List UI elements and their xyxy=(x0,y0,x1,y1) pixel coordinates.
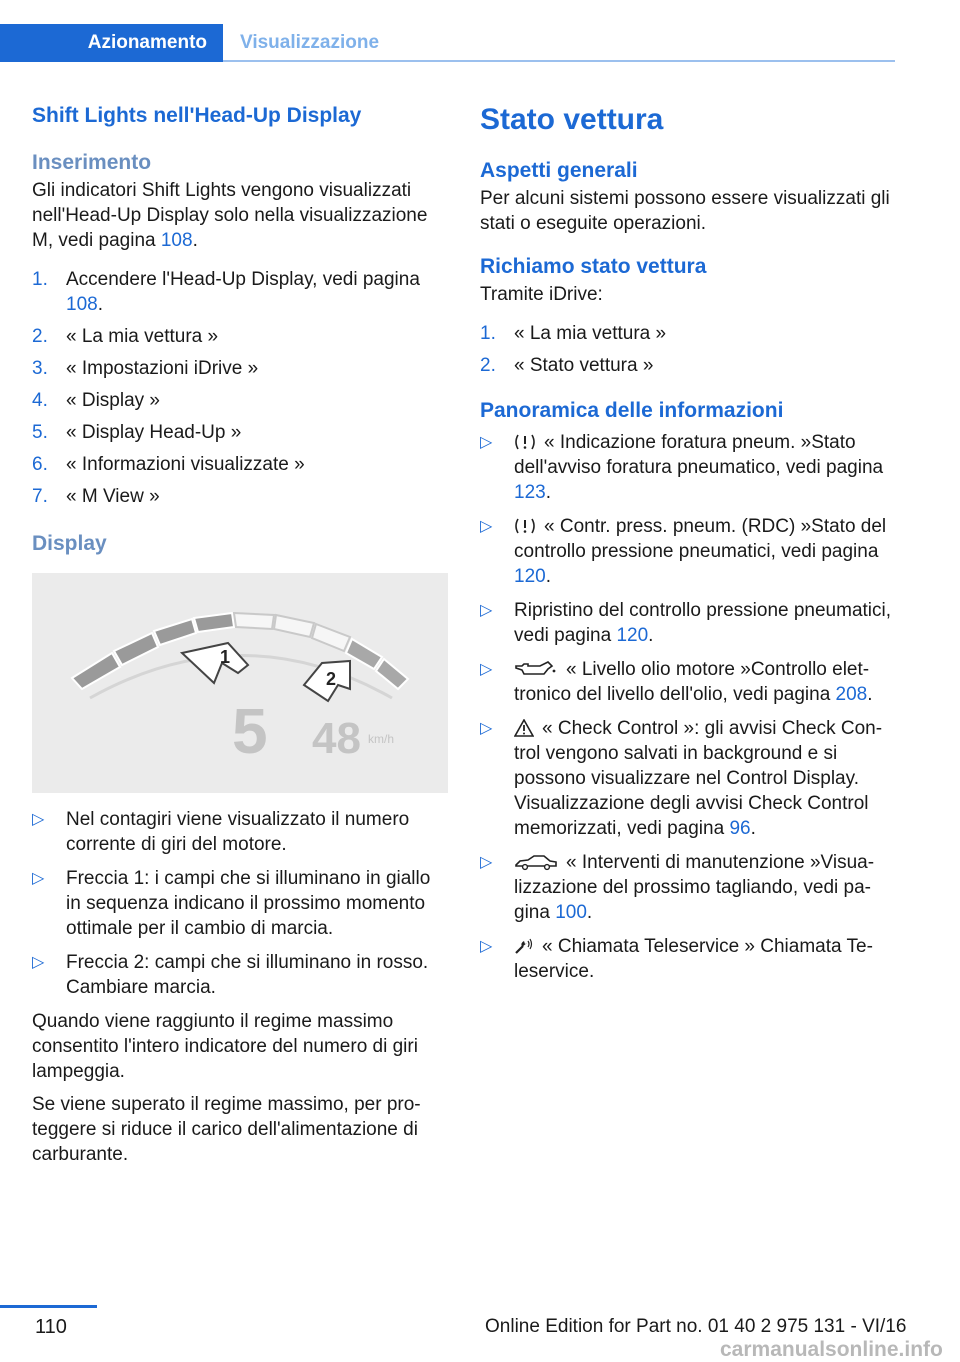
list-item: 4. « Display » xyxy=(32,390,160,411)
subheading-panoramica: Panoramica delle informazioni xyxy=(480,399,784,422)
triangle-bullet-icon: ▷ xyxy=(480,720,493,737)
tab-visualizzazione: Visualizzazione xyxy=(240,32,380,53)
section-title-shift-lights: Shift Lights nell'Head-Up Display xyxy=(32,104,362,127)
list-item: ▷ « Livello olio motore »Controllo elettronico del livello dell'olio, vedi pagina 208. xyxy=(480,659,873,705)
triangle-bullet-icon: ▷ xyxy=(32,954,45,971)
list-item: ▷ « Chiamata Teleservice » Chiamata Teleservice. xyxy=(480,936,873,982)
page-link[interactable]: 108 xyxy=(66,294,98,315)
paragraph-regime-max: Quando viene raggiunto il regime massimo consentito l'intero indicatore del numero di giri lampeggia. xyxy=(32,1011,418,1082)
list-item: 2. « La mia vettura » xyxy=(32,326,219,347)
footer-divider xyxy=(0,1305,97,1308)
tire-pressure-icon xyxy=(514,517,536,535)
car-service-icon xyxy=(514,853,558,871)
speed-value: 48 xyxy=(312,714,361,763)
right-column xyxy=(480,100,900,993)
arrow-label-1: 1 xyxy=(220,647,231,667)
triangle-bullet-icon: ▷ xyxy=(480,854,493,871)
page-link[interactable]: 208 xyxy=(835,684,868,705)
page-link[interactable]: 120 xyxy=(616,625,649,646)
triangle-bullet-icon: ▷ xyxy=(32,811,45,828)
display-bullets xyxy=(32,807,448,1000)
list-item: 3. « Impostazioni iDrive » xyxy=(32,358,259,379)
page-link[interactable]: 108 xyxy=(160,230,193,251)
triangle-bullet-icon: ▷ xyxy=(32,870,45,887)
subheading-display: Display xyxy=(32,532,107,555)
list-item: 7. « M View » xyxy=(32,486,160,507)
triangle-bullet-icon: ▷ xyxy=(480,434,493,451)
speed-unit: km/h xyxy=(368,732,395,746)
edition-text: Online Edition for Part no. 01 40 2 975 131 - VI/16 xyxy=(485,1316,907,1337)
page-link[interactable]: 123 xyxy=(514,482,546,503)
subheading-inserimento: Inserimento xyxy=(32,151,152,174)
subheading-aspetti-generali: Aspetti generali xyxy=(480,159,638,182)
list-item: ▷ « Contr. press. pneum. (RDC) »Stato del controllo pressione pneumatici, vedi pagina 120. xyxy=(480,516,887,587)
page-link[interactable]: 120 xyxy=(514,566,546,587)
left-column xyxy=(32,100,448,1167)
steps-list xyxy=(32,267,448,509)
list-item: 5. « Display Head-Up » xyxy=(32,422,242,443)
page-link[interactable]: 96 xyxy=(729,818,751,839)
page-link[interactable]: 100 xyxy=(555,902,587,923)
list-item: 6. « Informazioni visualizzate » xyxy=(32,454,305,475)
wrench-call-icon xyxy=(514,937,534,955)
paragraph-aspetti: Per alcuni sistemi possono essere visualizzati gli stati o eseguite operazioni. xyxy=(480,188,890,234)
tire-warning-icon xyxy=(514,433,536,451)
tachometer-illustration xyxy=(32,573,448,793)
intro-paragraph: Gli indicatori Shift Lights vengono visualizzati nell'Head-Up Display solo nella visualizzazione M, vedi pagina 108. xyxy=(32,180,428,251)
section-title-stato-vettura: Stato vettura xyxy=(480,103,664,136)
triangle-bullet-icon: ▷ xyxy=(480,602,493,619)
list-item: ▷ Freccia 2: campi che si illuminano in rosso. Cambiare marcia. xyxy=(32,952,429,998)
tab-azionamento: Azionamento xyxy=(0,24,223,62)
triangle-bullet-icon: ▷ xyxy=(480,661,493,678)
list-item: ▷ Freccia 1: i campi che si illuminano in giallo in sequenza indicano il prossimo momento ottimale per il cambio di marcia. xyxy=(32,868,431,939)
list-item: ▷ « Indicazione foratura pneum. »Stato dell'avviso foratura pneumatico, vedi pagina 123. xyxy=(480,432,884,503)
info-list xyxy=(480,430,900,984)
header-divider xyxy=(223,60,895,62)
shift-lights-figure xyxy=(32,573,448,793)
paragraph-superato: Se viene superato il regime massimo, per proteggere si riduce il carico dell'alimentazione di carburante. xyxy=(32,1094,421,1165)
list-item: ▷ « Check Control »: gli avvisi Check Control vengono salvati in background e si possono visualizzare nel Control Display. Visualizzazione degli avvisi Check Control memorizzati, vedi pagina 96. xyxy=(480,718,883,839)
page-number: 110 xyxy=(35,1316,67,1338)
arrow-label-2: 2 xyxy=(326,669,337,689)
list-item: ▷ Ripristino del controllo pressione pneumatici, vedi pagina 120. xyxy=(480,600,892,646)
gear-number: 5 xyxy=(232,695,268,767)
list-item: 2. « Stato vettura » xyxy=(480,355,654,376)
watermark: carmanualsonline.info xyxy=(720,1338,943,1361)
list-item: ▷ Nel contagiri viene visualizzato il numero corrente di giri del motore. xyxy=(32,809,410,855)
oil-can-icon xyxy=(514,660,558,678)
triangle-bullet-icon: ▷ xyxy=(480,518,493,535)
paragraph-tramite: Tramite iDrive: xyxy=(480,284,603,305)
list-item: ▷ « Interventi di manutenzione »Visualizzazione del prossimo tagliando, vedi pagina 100. xyxy=(480,852,875,923)
warning-triangle-icon xyxy=(514,719,534,737)
subheading-richiamo: Richiamo stato vettura xyxy=(480,255,707,278)
right-steps-list xyxy=(480,321,900,378)
list-item: 1. « La mia vettura » xyxy=(480,323,667,344)
list-item: 1. Accendere l'Head-Up Display, vedi pagina 108. xyxy=(32,269,420,315)
triangle-bullet-icon: ▷ xyxy=(480,938,493,955)
